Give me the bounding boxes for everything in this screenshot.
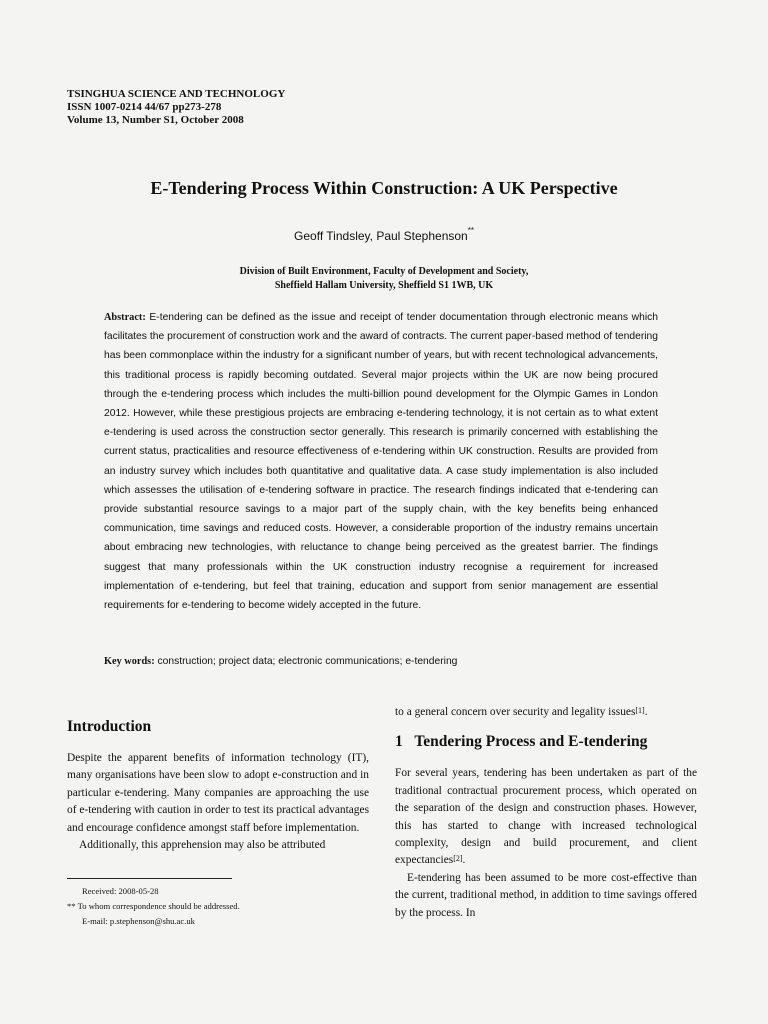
continuation-period: . (644, 706, 648, 718)
footnote-received: Received: 2008-05-28 (82, 886, 159, 896)
journal-volume: Volume 13, Number S1, October 2008 (67, 114, 244, 126)
left-column (67, 718, 369, 854)
journal-name: TSINGHUA SCIENCE AND TECHNOLOGY (67, 88, 286, 100)
section-number: 1 (395, 733, 403, 751)
footnote-rule (67, 878, 232, 879)
paragraph-1-period: . (462, 854, 466, 867)
abstract (104, 308, 658, 615)
introduction-heading: Introduction (67, 718, 152, 735)
paragraph-1-text: For several years, tendering has been undertaken as part of the traditional contractual procurement process, which operated on the separation of the design and construction phases. However, this has started to change with increased technological complexity, design and build procurement, and client expectancies (395, 767, 697, 867)
introduction-body (67, 750, 369, 854)
affiliation-line-2: Sheffield Hallam University, Sheffield S1 1WB, UK (274, 280, 494, 291)
section-1-heading (395, 733, 697, 751)
affiliation-line-1: Division of Built Environment, Faculty of Development and Society, (239, 266, 529, 277)
section-1-paragraph-2: E-tendering has been assumed to be more cost-effective than the current, traditional method, in addition to time savings offered by the process. In (395, 871, 697, 919)
paper-title: E-Tendering Process Within Construction: A UK Perspective (150, 178, 618, 198)
section-title: Tendering Process and E-tendering (414, 733, 648, 751)
citation-1[interactable]: [1] (635, 706, 645, 715)
affiliation (0, 265, 768, 293)
continuation-text (395, 704, 697, 721)
abstract-text: E-tendering can be defined as the issue and receipt of tender documentation through electronic means which facilitates the procurement of construction work and the award of contracts. The current paper-based method of tendering has been commonplace within the industry for a significant number of years, but with recent technological advancements, this traditional process is rapidly becoming outdated. Several major projects within the UK are now being procured through the e-tendering process which includes the multi-billion pound development for the Olympic Games in London 2012. However, while these prestigious projects are embracing e-tendering technology, it is not certain as to what extent e-tendering is used across the construction sector generally. This research is primarily concerned with establishing the current status, practicalities and resource effectiveness of e-tendering within UK construction. Results are provided from an industry survey which includes both quantitative and qualitative data. A case study implementation is also included which assesses the utilisation of e-tendering software in practice. The research findings indicated that e-tendering can provide substantial resource savings to a major part of the supply chain, with the key benefits being enhanced communication, time savings and reduced costs. However, a considerable proportion of the industry remains uncertain about embracing new technologies, with reluctance to change being perceived as the greatest barrier. The findings suggest that many professionals within the UK construction industry recognise a requirement for increased implementation of e-tendering, but feel that training, education and support from senior management are essential requirements for e-tendering to become widely accepted in the future. (104, 312, 658, 612)
keywords-label: Key words: (104, 656, 155, 667)
introduction-paragraph-2: Additionally, this apprehension may also be attributed (79, 839, 326, 852)
footnote-mark: ** (67, 901, 76, 911)
footnotes (67, 884, 240, 929)
section-1-body (395, 765, 697, 922)
keywords-text: construction; project data; electronic communications; e-tendering (157, 656, 458, 667)
keywords (104, 656, 658, 667)
footnote-correspondence (67, 899, 240, 914)
citation-2[interactable]: [2] (453, 854, 463, 864)
section-1-paragraph-1 (395, 765, 697, 869)
abstract-label: Abstract: (104, 312, 146, 323)
continuation-sentence: to a general concern over security and legality issues (395, 706, 636, 718)
author-names: Geoff Tindsley, Paul Stephenson (294, 229, 468, 243)
introduction-paragraph-1: Despite the apparent benefits of information technology (IT), many organisations have been slow to adopt e-construction and in particular e-tendering. Many companies are approaching the use of e-tendering with caution in order to test its practical advantages and encourage confidence amongst staff before implementation. (67, 752, 369, 834)
paper-authors (0, 226, 768, 243)
journal-header (67, 88, 285, 127)
journal-issn: ISSN 1007-0214 44/67 pp273-278 (67, 101, 222, 113)
footnote-correspondence-text: To whom correspondence should be addressed. (77, 901, 240, 911)
corresponding-mark: ** (467, 226, 474, 235)
right-column (395, 704, 697, 922)
footnote-email[interactable]: E-mail: p.stephenson@shu.ac.uk (82, 916, 195, 926)
